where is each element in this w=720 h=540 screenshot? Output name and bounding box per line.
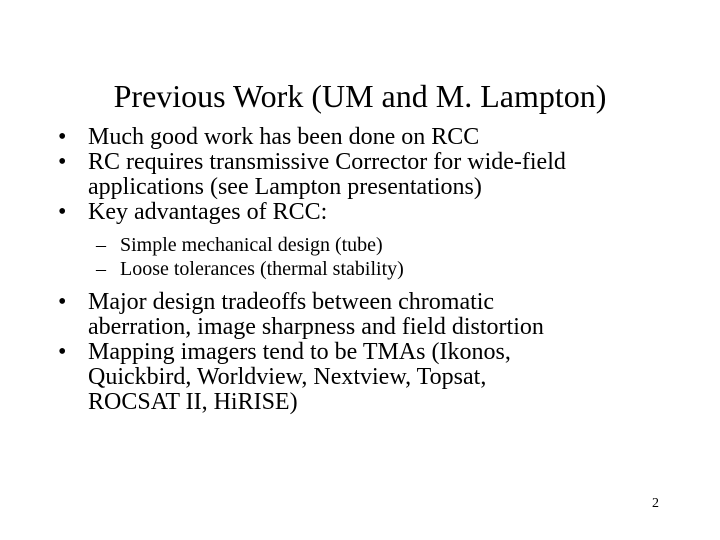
bullet-text: RC requires transmissive Corrector for wide-field [88, 149, 566, 175]
bullet-marker: • [58, 149, 67, 175]
sub-bullet-item [0, 233, 700, 257]
bullet-text-continued: ROCSAT II, HiRISE) [88, 389, 298, 415]
bullet-item [0, 200, 700, 225]
sub-bullet-marker: – [96, 234, 106, 256]
bullet-text-continued: applications (see Lampton presentations) [88, 174, 482, 200]
bullet-list [0, 125, 700, 415]
bullet-item [0, 150, 700, 200]
bullet-text-continued: aberration, image sharpness and field distortion [88, 314, 544, 340]
bullet-item [0, 125, 700, 150]
slide-title: Previous Work (UM and M. Lampton) [113, 78, 607, 114]
bullet-text-continued: Quickbird, Worldview, Nextview, Topsat, [88, 364, 487, 390]
bullet-text: Major design tradeoffs between chromatic [88, 289, 495, 315]
page-number: 2 [652, 496, 659, 511]
bullet-item [0, 290, 700, 340]
bullet-text: Mapping imagers tend to be TMAs (Ikonos, [88, 339, 511, 365]
sub-bullet-text: Simple mechanical design (tube) [120, 234, 383, 256]
bullet-item [0, 340, 700, 415]
bullet-text: Much good work has been done on RCC [88, 124, 480, 150]
bullet-marker: • [58, 124, 67, 150]
bullet-marker: • [58, 289, 67, 315]
bullet-marker: • [58, 339, 67, 365]
sub-bullet-item [0, 257, 700, 281]
bullet-marker: • [58, 199, 67, 225]
sub-bullet-marker: – [96, 258, 106, 280]
sub-bullet-text: Loose tolerances (thermal stability) [120, 258, 404, 280]
bullet-text: Key advantages of RCC: [88, 199, 328, 225]
